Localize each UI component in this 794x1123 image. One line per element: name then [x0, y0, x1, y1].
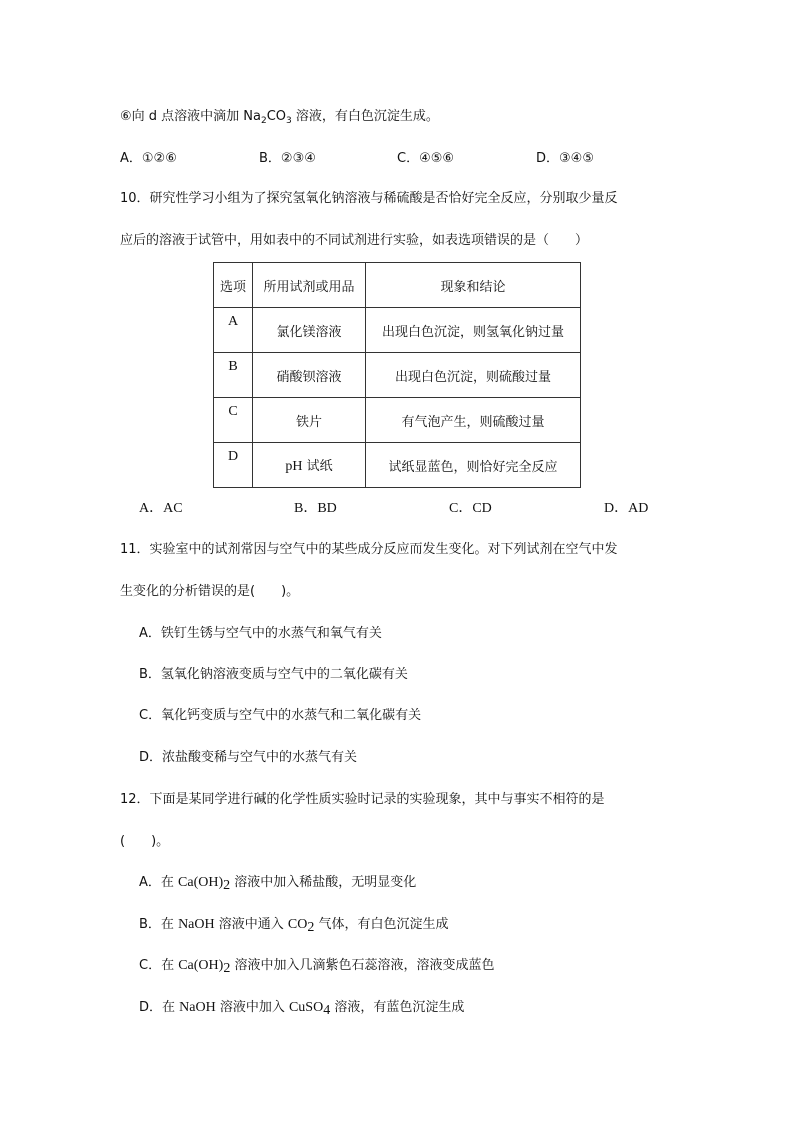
row-result: 有气泡产生，则硫酸过量 [366, 398, 581, 443]
q12-stem-line1: 12．下面是某同学进行碱的化学性质实验时记录的实验现象，其中与事实不相符的是 [120, 792, 605, 807]
row-reagent: 氯化镁溶液 [253, 308, 366, 353]
q11-option-b: B．氢氧化钠溶液变质与空气中的二氧化碳有关 [139, 667, 408, 682]
q11-option-c: C．氧化钙变质与空气中的水蒸气和二氧化碳有关 [139, 708, 422, 723]
table-row [214, 398, 581, 443]
row-reagent: 硝酸钡溶液 [253, 353, 366, 398]
q9-option-c: C．④⑤⑥ [397, 151, 455, 166]
q10-option-a: A．AC [139, 501, 183, 516]
table-row [214, 353, 581, 398]
q9-option-d: D．③④⑤ [536, 151, 594, 166]
row-option: D [227, 449, 239, 464]
table-row [214, 308, 581, 353]
row-reagent: pH 试纸 [253, 443, 366, 488]
q9-statement-6: ⑥向 d 点溶液中滴加 $Na_2CO_3$ 溶液，有白色沉淀生成。 [120, 109, 439, 126]
q11-option-d: D．浓盐酸变稀与空气中的水蒸气有关 [139, 750, 358, 765]
q12-stem-line2: ( )。 [120, 834, 170, 849]
q9-option-b: B．②③④ [259, 151, 316, 166]
row-reagent: 铁片 [253, 398, 366, 443]
q10-stem-line2: 应后的溶液于试管中，用如表中的不同试剂进行实验，如表选项错误的是（ ） [120, 233, 589, 248]
row-result: 出现白色沉淀，则氢氧化钠过量 [366, 308, 581, 353]
row-option: C [228, 404, 238, 419]
table-header-option: 选项 [214, 263, 253, 308]
q12-option-c: C．在 $Ca(OH)_2$ 溶液中加入几滴紫色石蕊溶液，溶液变成蓝色 [139, 958, 495, 976]
q12-option-d: D．在 NaOH 溶液中加入 CuSO$_4$ 溶液，有蓝色沉淀生成 [139, 1000, 465, 1018]
table-header-result: 现象和结论 [366, 263, 581, 308]
row-option: B [228, 359, 238, 374]
table-header-reagent: 所用试剂或用品 [253, 263, 366, 308]
table-row [214, 443, 581, 488]
q11-stem-line1: 11．实验室中的试剂常因与空气中的某些成分反应而发生变化。对下列试剂在空气中发 [120, 542, 618, 557]
row-result: 出现白色沉淀，则硫酸过量 [366, 353, 581, 398]
row-option: A [227, 314, 239, 329]
row-result: 试纸显蓝色，则恰好完全反应 [366, 443, 581, 488]
q12-option-b: B．在 NaOH 溶液中通入 $CO_2$ 气体，有白色沉淀生成 [139, 917, 449, 935]
q9-option-a: A．①②⑥ [120, 151, 177, 166]
q10-option-c: C．CD [449, 501, 492, 516]
q12-option-a: A．在 $Ca(OH)_2$ 溶液中加入稀盐酸，无明显变化 [139, 875, 417, 893]
q11-stem-line2: 生变化的分析错误的是( )。 [120, 584, 300, 599]
q10-option-b: B．BD [294, 501, 337, 516]
table-header-row [214, 263, 581, 308]
q10-experiment-table [213, 262, 581, 488]
q10-stem-line1: 10．研究性学习小组为了探究氢氧化钠溶液与稀硫酸是否恰好完全反应，分别取少量反 [120, 191, 618, 206]
q11-option-a: A．铁钉生锈与空气中的水蒸气和氧气有关 [139, 626, 382, 641]
q10-option-d: D．AD [604, 501, 649, 516]
